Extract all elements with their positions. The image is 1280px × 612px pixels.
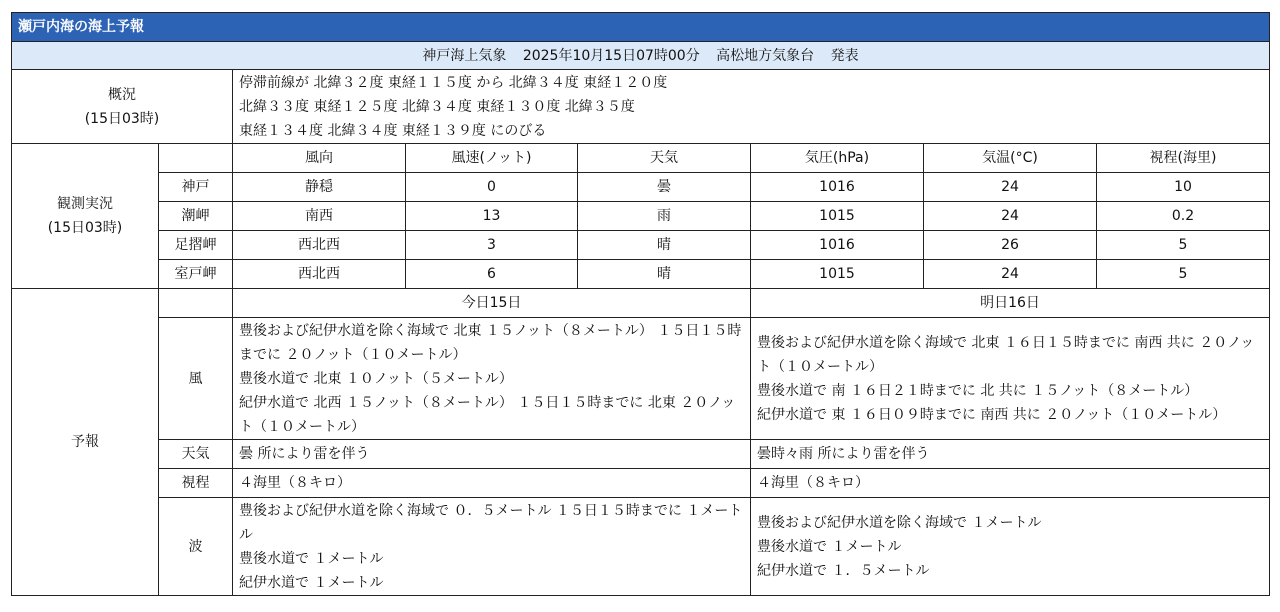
- visibility-cell: 5: [1097, 231, 1270, 260]
- table-row: [12, 202, 1270, 231]
- temp-cell: 24: [924, 173, 1097, 202]
- wind-speed-cell: 13: [406, 202, 578, 231]
- weather-label: 天気: [159, 440, 233, 469]
- wind-today: 豊後および紀伊水道を除く海域で 北東 １５ノット（８メートル） １５日１５時までに ２０ノット（１０メートル） 豊後水道で 北東 １０ノット（５メートル） 紀伊水道で 北西 １５ノット（８メートル） １５日１５時までに 北東 ２０ノット（１０メートル）: [233, 318, 751, 440]
- weather-cell: 晴: [578, 260, 751, 289]
- pressure-cell: 1015: [751, 202, 924, 231]
- col-header: 風速(ノット): [406, 144, 578, 173]
- col-header: 天気: [578, 144, 751, 173]
- table-row: [12, 173, 1270, 202]
- col-header: 視程(海里): [1097, 144, 1270, 173]
- place-cell: 足摺岬: [159, 231, 233, 260]
- gaikyo-header: [12, 70, 233, 144]
- issued-label: 発表: [830, 47, 859, 64]
- page-title: 瀬戸内海の海上予報: [12, 13, 1270, 42]
- waves-tomorrow: 豊後および紀伊水道を除く海域で １メートル 豊後水道で １メートル 紀伊水道で １．５メートル: [751, 498, 1270, 596]
- pressure-cell: 1015: [751, 260, 924, 289]
- col-header: 風向: [233, 144, 406, 173]
- issued-line: [12, 42, 1270, 70]
- pressure-cell: 1016: [751, 231, 924, 260]
- gaikyo-line: 北緯３３度 東経１２５度 北緯３４度 東経１３０度 北緯３５度: [239, 98, 635, 115]
- table-row: [12, 469, 1270, 498]
- blank-cell: [159, 289, 233, 318]
- wind-dir-cell: 南西: [233, 202, 406, 231]
- forecast-tomorrow-header: 明日16日: [751, 289, 1270, 318]
- wind-speed-cell: 3: [406, 231, 578, 260]
- observations-time: (15日03時): [47, 220, 123, 236]
- col-header: 気圧(hPa): [751, 144, 924, 173]
- weather-cell: 晴: [578, 231, 751, 260]
- table-row: [12, 231, 1270, 260]
- wind-tomorrow: 豊後および紀伊水道を除く海域で 北東 １６日１５時までに 南西 共に ２０ノット（１０メートル） 豊後水道で 南 １６日２１時までに 北 共に １５ノット（８メートル） 紀伊水道で 東 １６日０９時までに 南西 共に ２０ノット（１０メートル）: [751, 318, 1270, 440]
- temp-cell: 24: [924, 260, 1097, 289]
- forecast-header: 予報: [12, 289, 159, 596]
- weather-tomorrow: 曇時々雨 所により雷を伴う: [751, 440, 1270, 469]
- visibility-tomorrow: ４海里（８キロ）: [751, 469, 1270, 498]
- forecast-document: [11, 12, 1269, 596]
- temp-cell: 24: [924, 202, 1097, 231]
- issued-datetime: 2025年10月15日07時00分: [522, 47, 700, 64]
- weather-cell: 曇: [578, 173, 751, 202]
- visibility-label: 視程: [159, 469, 233, 498]
- observations-header: [12, 144, 159, 289]
- place-cell: 室戸岬: [159, 260, 233, 289]
- wind-speed-cell: 6: [406, 260, 578, 289]
- visibility-today: ４海里（８キロ）: [233, 469, 751, 498]
- forecast-today-header: 今日15日: [233, 289, 751, 318]
- issued-station: 神戸海上気象: [422, 47, 507, 64]
- place-cell: 神戸: [159, 173, 233, 202]
- wind-dir-cell: 西北西: [233, 260, 406, 289]
- visibility-cell: 5: [1097, 260, 1270, 289]
- forecast-table: [11, 12, 1270, 596]
- pressure-cell: 1016: [751, 173, 924, 202]
- waves-label: 波: [159, 498, 233, 596]
- gaikyo-label: 概況: [108, 86, 136, 103]
- wind-dir-cell: 静穏: [233, 173, 406, 202]
- col-header: 気温(°C): [924, 144, 1097, 173]
- gaikyo-time: (15日03時): [84, 110, 160, 127]
- wind-speed-cell: 0: [406, 173, 578, 202]
- table-row: [12, 498, 1270, 596]
- blank-cell: [159, 144, 233, 173]
- gaikyo-text: [233, 70, 1270, 144]
- weather-today: 曇 所により雷を伴う: [233, 440, 751, 469]
- wind-label: 風: [159, 318, 233, 440]
- gaikyo-line: 東経１３４度 北緯３４度 東経１３９度 にのびる: [239, 122, 547, 139]
- observations-label: 観測実況: [57, 196, 113, 212]
- place-cell: 潮岬: [159, 202, 233, 231]
- waves-today: 豊後および紀伊水道を除く海域で ０．５メートル １５日１５時までに １メートル 豊後水道で １メートル 紀伊水道で １メートル: [233, 498, 751, 596]
- gaikyo-line: 停滞前線が 北緯３２度 東経１１５度 から 北緯３４度 東経１２０度: [239, 74, 668, 91]
- temp-cell: 26: [924, 231, 1097, 260]
- visibility-cell: 0.2: [1097, 202, 1270, 231]
- weather-cell: 雨: [578, 202, 751, 231]
- table-row: [12, 260, 1270, 289]
- wind-dir-cell: 西北西: [233, 231, 406, 260]
- issued-issuer: 高松地方気象台: [716, 47, 815, 64]
- table-row: [12, 318, 1270, 440]
- visibility-cell: 10: [1097, 173, 1270, 202]
- table-row: [12, 440, 1270, 469]
